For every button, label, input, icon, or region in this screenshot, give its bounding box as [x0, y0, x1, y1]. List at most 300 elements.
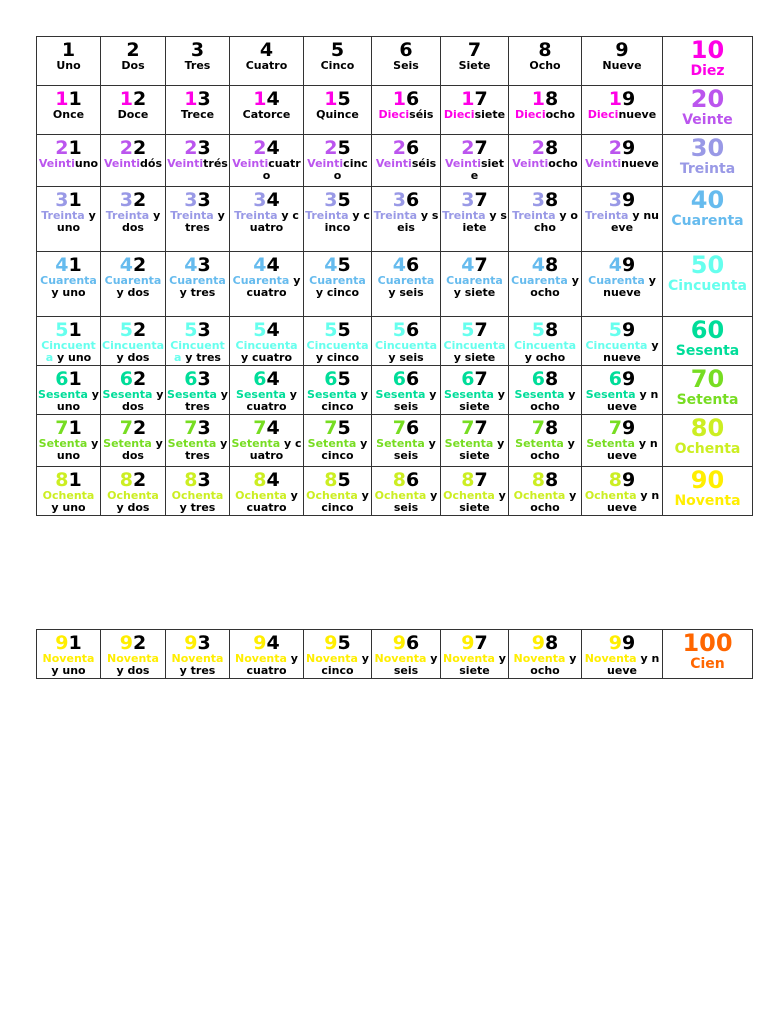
number-cell-86: [372, 467, 441, 516]
number-cell-53: [166, 317, 230, 366]
number-word: Cuarenta y tres: [169, 274, 226, 299]
number-cell-12: [101, 86, 166, 135]
number-word: Sesenta y nueve: [585, 388, 659, 413]
numbers-table-1-90: [36, 36, 753, 516]
number-cell-76: [372, 415, 441, 467]
number-word: Treinta y cinco: [305, 209, 370, 234]
number-value: 6: [399, 39, 413, 61]
number-word: Cincuenta y uno: [41, 339, 96, 364]
number-word: Tres: [184, 59, 211, 72]
number-word: Noventa y cinco: [306, 652, 369, 677]
number-cell-37: [441, 187, 509, 252]
number-word: Uno: [56, 59, 81, 72]
number-word: Veinte: [682, 112, 733, 128]
number-word: Noventa y uno: [42, 652, 95, 677]
number-value: 10: [690, 36, 725, 64]
number-value: 51: [55, 319, 82, 341]
number-word: Ochenta y cuatro: [235, 489, 298, 514]
number-value: 78: [531, 417, 559, 439]
number-word: Cuarenta y uno: [40, 274, 97, 299]
number-word: Doce: [117, 108, 149, 121]
number-value: 82: [119, 469, 147, 491]
number-value: 43: [184, 254, 211, 276]
number-cell-23: [166, 135, 230, 187]
number-cell-59: [582, 317, 663, 366]
number-value: 88: [531, 469, 559, 491]
number-cell-43: [166, 252, 230, 317]
number-cell-46: [372, 252, 441, 317]
number-value: 19: [608, 88, 636, 110]
numbers-row: [37, 37, 753, 86]
number-cell-7: [441, 37, 509, 86]
number-value: 11: [55, 88, 82, 110]
number-word: Setenta y seis: [376, 437, 436, 462]
numbers-row: [37, 252, 753, 317]
number-value: 62: [119, 368, 147, 390]
number-value: 99: [608, 632, 636, 654]
number-value: 63: [184, 368, 211, 390]
number-value: 31: [55, 189, 82, 211]
number-cell-36: [372, 187, 441, 252]
number-word: Cincuenta y nueve: [585, 339, 659, 364]
number-word: Cuarenta y ocho: [511, 274, 579, 299]
number-word: Cincuenta y tres: [170, 339, 225, 364]
number-word: Setenta y cinco: [307, 437, 368, 462]
number-value: 24: [253, 137, 280, 159]
number-word: Noventa y ocho: [513, 652, 577, 677]
number-value: 80: [690, 414, 725, 442]
number-value: 53: [184, 319, 211, 341]
number-value: 46: [392, 254, 420, 276]
number-value: 50: [690, 251, 725, 279]
number-value: 66: [392, 368, 420, 390]
number-value: 79: [608, 417, 636, 439]
number-value: 36: [392, 189, 420, 211]
number-value: 59: [608, 319, 636, 341]
number-word: Ochenta y siete: [443, 489, 506, 514]
number-word: Sesenta y seis: [375, 388, 437, 413]
number-word: Setenta y ocho: [515, 437, 575, 462]
number-cell-55: [304, 317, 372, 366]
number-value: 91: [55, 632, 82, 654]
number-word: Sesenta y uno: [38, 388, 99, 413]
number-value: 30: [690, 134, 725, 162]
number-value: 95: [324, 632, 351, 654]
number-word: Cien: [690, 656, 725, 672]
number-value: 72: [119, 417, 147, 439]
number-value: 87: [461, 469, 488, 491]
number-cell-47: [441, 252, 509, 317]
number-value: 5: [330, 39, 345, 61]
number-cell-49: [582, 252, 663, 317]
number-value: 17: [461, 88, 488, 110]
number-cell-54: [230, 317, 304, 366]
number-word: Setenta y siete: [444, 437, 505, 462]
number-word: Dieciséis: [378, 108, 434, 121]
numbers-row: [37, 415, 753, 467]
number-cell-18: [509, 86, 582, 135]
number-cell-14: [230, 86, 304, 135]
number-value: 23: [184, 137, 211, 159]
number-value: 86: [392, 469, 420, 491]
number-cell-2: [101, 37, 166, 86]
number-word: Ochenta y nueve: [584, 489, 660, 514]
number-cell-99: [582, 630, 663, 679]
number-word: Treinta y uno: [41, 209, 96, 234]
numbers-row: [37, 86, 753, 135]
number-word: Ochenta y cinco: [306, 489, 369, 514]
number-cell-19: [582, 86, 663, 135]
number-word: Veinticinco: [307, 157, 368, 182]
number-word: Sesenta y cinco: [307, 388, 368, 413]
number-cell-33: [166, 187, 230, 252]
number-word: Veintiocho: [512, 157, 578, 170]
number-value: 7: [467, 39, 482, 61]
number-cell-22: [101, 135, 166, 187]
number-word: Veintiuno: [38, 157, 99, 170]
number-word: Sesenta y dos: [102, 388, 164, 413]
number-word: Treinta y ocho: [512, 209, 578, 234]
number-value: 81: [55, 469, 82, 491]
number-cell-81: [37, 467, 101, 516]
number-cell-3: [166, 37, 230, 86]
number-value: 21: [55, 137, 82, 159]
number-cell-73: [166, 415, 230, 467]
number-cell-17: [441, 86, 509, 135]
number-cell-51: [37, 317, 101, 366]
number-cell-95: [304, 630, 372, 679]
number-cell-60: [663, 317, 753, 366]
number-value: 20: [690, 85, 725, 113]
number-value: 74: [253, 417, 280, 439]
number-cell-62: [101, 366, 166, 415]
number-cell-9: [582, 37, 663, 86]
number-value: 8: [538, 39, 552, 61]
number-cell-38: [509, 187, 582, 252]
number-value: 54: [253, 319, 280, 341]
number-word: Sesenta y tres: [167, 388, 228, 413]
number-value: 28: [531, 137, 559, 159]
number-cell-98: [509, 630, 582, 679]
number-word: Ochenta: [674, 441, 741, 457]
number-value: 65: [324, 368, 351, 390]
number-cell-88: [509, 467, 582, 516]
number-cell-48: [509, 252, 582, 317]
number-value: 70: [690, 365, 725, 393]
numbers-row: [37, 135, 753, 187]
number-value: 94: [253, 632, 280, 654]
number-word: Noventa y seis: [374, 652, 438, 677]
number-word: Diez: [690, 63, 725, 79]
number-word: Cuarenta y seis: [377, 274, 435, 299]
number-word: Noventa y tres: [171, 652, 224, 677]
number-cell-69: [582, 366, 663, 415]
number-cell-100: [663, 630, 753, 679]
number-word: Ochenta y ocho: [513, 489, 577, 514]
number-value: 41: [55, 254, 82, 276]
number-cell-97: [441, 630, 509, 679]
number-word: Cincuenta y ocho: [514, 339, 576, 364]
number-value: 26: [392, 137, 420, 159]
number-cell-6: [372, 37, 441, 86]
number-word: Setenta y uno: [38, 437, 99, 462]
number-word: Ochenta y tres: [171, 489, 224, 514]
number-cell-13: [166, 86, 230, 135]
number-word: Nueve: [602, 59, 642, 72]
number-cell-82: [101, 467, 166, 516]
number-word: Diecisiete: [443, 108, 506, 121]
number-cell-89: [582, 467, 663, 516]
number-cell-41: [37, 252, 101, 317]
number-cell-50: [663, 252, 753, 317]
number-value: 49: [608, 254, 636, 276]
number-value: 55: [324, 319, 351, 341]
number-cell-90: [663, 467, 753, 516]
number-value: 12: [119, 88, 147, 110]
number-word: Treinta y seis: [373, 209, 439, 234]
number-cell-5: [304, 37, 372, 86]
number-word: Cuarenta: [671, 213, 744, 229]
number-cell-78: [509, 415, 582, 467]
number-word: Dos: [121, 59, 145, 72]
number-value: 47: [461, 254, 488, 276]
number-cell-79: [582, 415, 663, 467]
number-word: Veintidós: [104, 157, 162, 170]
number-value: 83: [184, 469, 211, 491]
number-word: Noventa y dos: [107, 652, 159, 677]
number-word: Cuarenta y cuatro: [232, 274, 301, 299]
number-value: 85: [324, 469, 351, 491]
number-value: 60: [690, 316, 725, 344]
number-word: Cuatro: [245, 59, 288, 72]
number-cell-42: [101, 252, 166, 317]
number-value: 27: [461, 137, 488, 159]
number-value: 38: [531, 189, 559, 211]
number-word: Veintisiete: [444, 157, 505, 182]
number-cell-58: [509, 317, 582, 366]
number-word: Sesenta y siete: [444, 388, 505, 413]
number-word: Ochenta y dos: [107, 489, 159, 514]
number-cell-8: [509, 37, 582, 86]
number-cell-77: [441, 415, 509, 467]
number-cell-61: [37, 366, 101, 415]
number-cell-72: [101, 415, 166, 467]
number-word: Veintinueve: [585, 157, 659, 170]
number-cell-32: [101, 187, 166, 252]
number-value: 39: [608, 189, 636, 211]
number-word: Veintitrés: [167, 157, 228, 170]
number-word: Cincuenta y siete: [443, 339, 506, 364]
number-word: Treinta y cuatro: [234, 209, 299, 234]
number-value: 71: [55, 417, 82, 439]
number-value: 25: [324, 137, 351, 159]
number-word: Siete: [458, 59, 491, 72]
number-word: Treinta y tres: [170, 209, 225, 234]
number-cell-21: [37, 135, 101, 187]
number-word: Treinta y siete: [442, 209, 507, 234]
number-value: 68: [531, 368, 559, 390]
number-cell-85: [304, 467, 372, 516]
number-word: Cincuenta y cinco: [306, 339, 369, 364]
number-value: 9: [615, 39, 629, 61]
number-word: Noventa y siete: [443, 652, 506, 677]
number-word: Setenta: [676, 392, 739, 408]
number-word: Veintiséis: [375, 157, 437, 170]
number-value: 16: [392, 88, 420, 110]
number-word: Ochenta y seis: [374, 489, 438, 514]
number-value: 1: [61, 39, 76, 61]
number-word: Noventa: [674, 493, 741, 509]
number-cell-16: [372, 86, 441, 135]
number-cell-57: [441, 317, 509, 366]
number-word: Treinta: [679, 161, 736, 177]
numbers-row: [37, 630, 753, 679]
number-cell-25: [304, 135, 372, 187]
number-value: 98: [531, 632, 559, 654]
number-value: 57: [461, 319, 488, 341]
number-value: 37: [461, 189, 488, 211]
number-cell-71: [37, 415, 101, 467]
number-value: 84: [253, 469, 280, 491]
number-cell-63: [166, 366, 230, 415]
number-value: 100: [682, 629, 733, 657]
number-word: Setenta y dos: [103, 437, 163, 462]
number-word: Sesenta: [675, 343, 740, 359]
number-cell-52: [101, 317, 166, 366]
number-cell-39: [582, 187, 663, 252]
number-cell-4: [230, 37, 304, 86]
number-cell-11: [37, 86, 101, 135]
number-cell-66: [372, 366, 441, 415]
number-cell-27: [441, 135, 509, 187]
number-cell-93: [166, 630, 230, 679]
number-word: Ochenta y uno: [42, 489, 95, 514]
number-word: Cuarenta y cinco: [309, 274, 366, 299]
numbers-row: [37, 366, 753, 415]
number-word: Sesenta y cuatro: [236, 388, 297, 413]
number-word: Cincuenta: [668, 278, 747, 294]
number-value: 4: [259, 39, 274, 61]
number-cell-94: [230, 630, 304, 679]
number-cell-28: [509, 135, 582, 187]
number-value: 40: [690, 186, 725, 214]
number-word: Diecinueve: [587, 108, 657, 121]
number-value: 58: [531, 319, 559, 341]
number-value: 92: [119, 632, 147, 654]
number-cell-65: [304, 366, 372, 415]
number-value: 89: [608, 469, 636, 491]
number-cell-15: [304, 86, 372, 135]
number-value: 96: [392, 632, 420, 654]
number-cell-45: [304, 252, 372, 317]
number-value: 61: [55, 368, 82, 390]
number-cell-70: [663, 366, 753, 415]
number-cell-30: [663, 135, 753, 187]
number-word: Catorce: [242, 108, 291, 121]
number-value: 69: [608, 368, 636, 390]
number-word: Setenta y nueve: [586, 437, 658, 462]
number-word: Cinco: [320, 59, 355, 72]
number-cell-31: [37, 187, 101, 252]
number-cell-56: [372, 317, 441, 366]
number-word: Quince: [316, 108, 359, 121]
numbers-table-91-100: [36, 629, 753, 679]
number-value: 75: [324, 417, 351, 439]
number-cell-1: [37, 37, 101, 86]
number-value: 52: [119, 319, 147, 341]
number-value: 56: [392, 319, 420, 341]
number-value: 97: [461, 632, 488, 654]
number-cell-92: [101, 630, 166, 679]
number-word: Cincuenta y dos: [102, 339, 164, 364]
number-word: Seis: [393, 59, 419, 72]
number-value: 18: [531, 88, 559, 110]
number-value: 32: [119, 189, 147, 211]
number-word: Cuarenta y nueve: [588, 274, 656, 299]
number-value: 73: [184, 417, 211, 439]
number-cell-80: [663, 415, 753, 467]
number-cell-40: [663, 187, 753, 252]
numbers-row: [37, 187, 753, 252]
number-word: Sesenta y ocho: [514, 388, 576, 413]
number-cell-24: [230, 135, 304, 187]
number-word: Noventa y cuatro: [235, 652, 298, 677]
number-value: 35: [324, 189, 351, 211]
number-cell-84: [230, 467, 304, 516]
number-word: Dieciocho: [514, 108, 576, 121]
number-word: Ocho: [529, 59, 561, 72]
number-value: 67: [461, 368, 488, 390]
number-word: Setenta y cuatro: [231, 437, 302, 462]
number-word: Setenta y tres: [167, 437, 228, 462]
number-value: 90: [690, 466, 725, 494]
number-cell-75: [304, 415, 372, 467]
numbers-row: [37, 317, 753, 366]
number-word: Cuarenta y dos: [104, 274, 162, 299]
number-cell-74: [230, 415, 304, 467]
number-value: 44: [253, 254, 280, 276]
number-cell-64: [230, 366, 304, 415]
number-cell-67: [441, 366, 509, 415]
number-value: 2: [126, 39, 140, 61]
number-value: 42: [119, 254, 147, 276]
number-word: Veinticuatro: [232, 157, 301, 182]
number-word: Cincuenta y seis: [375, 339, 437, 364]
number-cell-83: [166, 467, 230, 516]
numbers-row: [37, 467, 753, 516]
number-word: Treinta y nueve: [585, 209, 659, 234]
number-value: 15: [324, 88, 351, 110]
number-value: 48: [531, 254, 559, 276]
number-word: Once: [52, 108, 85, 121]
number-word: Treinta y dos: [105, 209, 161, 234]
number-cell-34: [230, 187, 304, 252]
number-word: Cuarenta y siete: [446, 274, 503, 299]
number-cell-20: [663, 86, 753, 135]
number-word: Cincuenta y cuatro: [235, 339, 298, 364]
number-value: 13: [184, 88, 211, 110]
number-cell-44: [230, 252, 304, 317]
number-value: 76: [392, 417, 420, 439]
number-value: 33: [184, 189, 211, 211]
number-cell-96: [372, 630, 441, 679]
number-value: 34: [253, 189, 280, 211]
number-value: 64: [253, 368, 280, 390]
number-cell-26: [372, 135, 441, 187]
number-cell-91: [37, 630, 101, 679]
number-value: 45: [324, 254, 351, 276]
number-cell-10: [663, 37, 753, 86]
